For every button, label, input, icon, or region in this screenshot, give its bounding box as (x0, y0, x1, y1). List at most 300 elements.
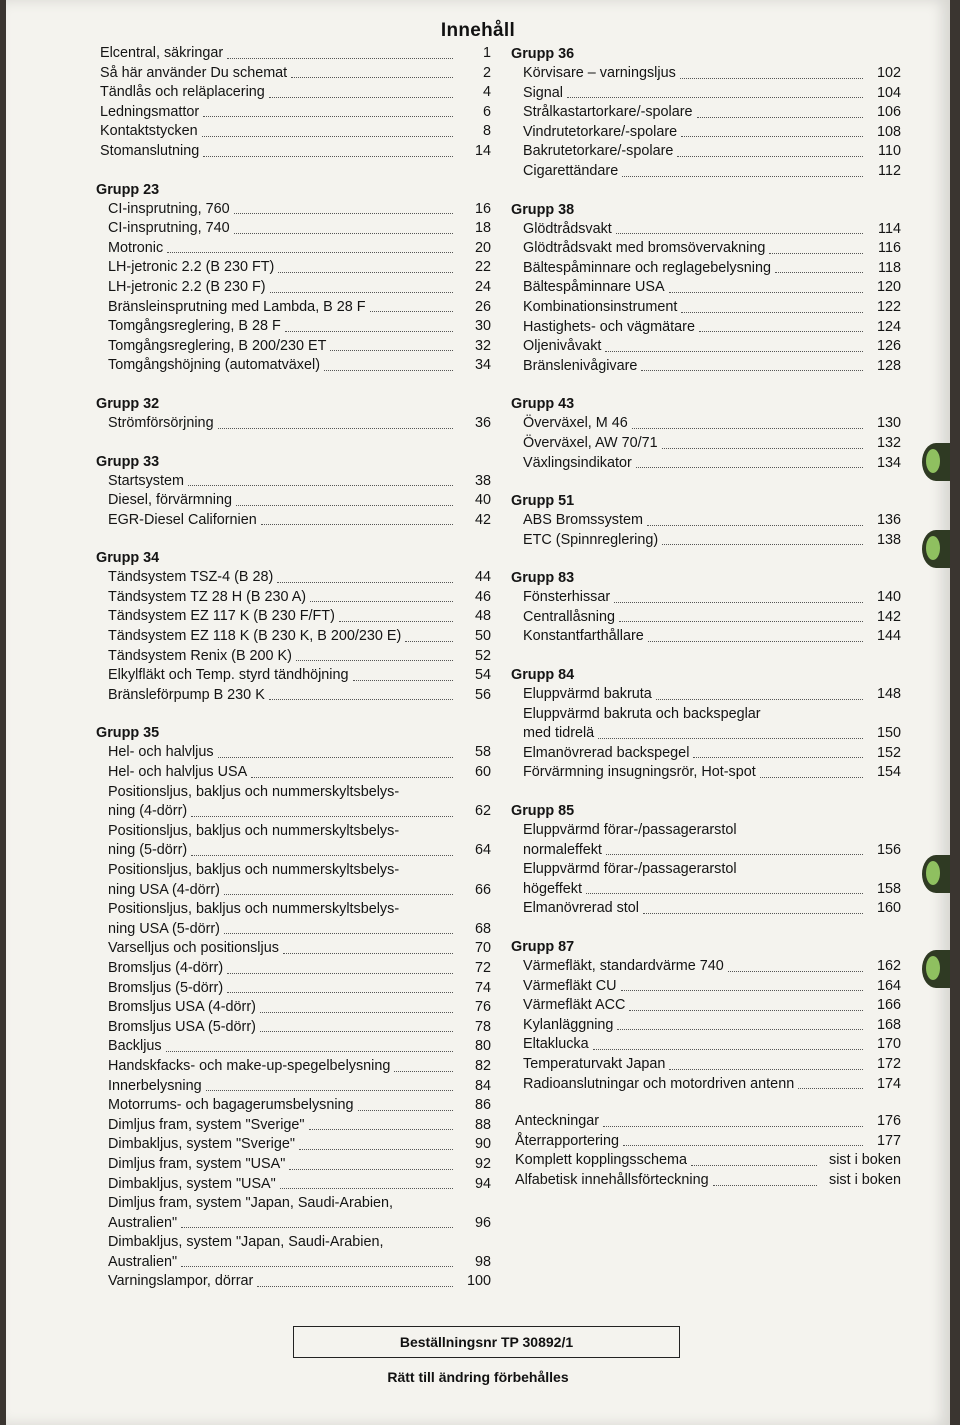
toc-entry-page: 8 (482, 123, 491, 140)
toc-entry (511, 608, 901, 628)
document-page (6, 0, 950, 1425)
toc-entry-title: Bakrutetorkare/-spolare (523, 143, 674, 160)
toc-entry-title: Värmefläkt, standardvärme 740 (523, 958, 724, 974)
toc-entry (511, 434, 901, 454)
footer-note: Rätt till ändring förbehålles (387, 1369, 569, 1385)
toc-entry-page: 148 (876, 686, 901, 703)
toc-entry-title: Komplett kopplingsschema (515, 1152, 687, 1169)
toc-entry-title: Vindrutetorkare/-spolare (523, 123, 678, 140)
toc-entry-title: EGR-Diesel Californien (108, 511, 257, 528)
toc-entry-title: Körvisare – varningsljus (523, 65, 676, 81)
toc-entry-title: Tändsystem TZ 28 H (B 230 A) (108, 588, 307, 605)
toc-entry (96, 588, 491, 608)
toc-entry-page: 140 (876, 589, 901, 606)
toc-entry-title: Dimljus fram, system "USA" (108, 1155, 286, 1172)
toc-entry-page: 168 (876, 1016, 901, 1033)
toc-entry-page: 152 (876, 744, 901, 761)
toc-entry (511, 64, 901, 84)
toc-entry-title: Strömförsörjning (108, 414, 214, 431)
toc-entry (511, 318, 901, 338)
toc-entry-title: Bromsljus (4-dörr) (108, 959, 224, 976)
toc-entry-title: Tomgångsreglering, B 200/230 ET (108, 337, 327, 354)
dot-leader (202, 136, 453, 137)
toc-entry-page: 14 (474, 142, 491, 159)
toc-entry-page: 82 (474, 1057, 491, 1074)
toc-entry-title: Växlingsindikator (523, 454, 632, 471)
toc-entry-page: 88 (474, 1116, 491, 1133)
dot-leader (309, 1129, 453, 1130)
dot-leader (621, 990, 863, 991)
toc-entry-title: Bränslenivågivare (523, 357, 638, 374)
toc-entry-page: 158 (876, 880, 901, 897)
dot-leader (632, 428, 863, 429)
toc-entry-page: 56 (474, 686, 491, 703)
toc-entry-page: 38 (474, 472, 491, 489)
toc-entry-page: 4 (482, 84, 491, 101)
toc-entry-page: 130 (876, 415, 901, 432)
toc-entry (96, 1116, 491, 1136)
dot-leader (662, 544, 863, 545)
toc-group (96, 180, 491, 376)
toc-group (511, 491, 901, 550)
group-heading: Grupp 51 (511, 493, 575, 510)
toc-group (511, 568, 901, 647)
toc-entry-page: 58 (474, 744, 491, 761)
toc-entry (96, 200, 491, 220)
toc-entry (96, 64, 491, 84)
toc-entry-page: 104 (876, 84, 901, 101)
toc-entry (96, 666, 491, 686)
toc-entry-page: 44 (474, 569, 491, 586)
toc-entry-page: 64 (474, 842, 491, 859)
toc-left-groups (96, 180, 491, 1293)
toc-entry-title: Fönsterhissar (523, 589, 611, 606)
toc-entry (96, 802, 491, 822)
dot-leader (181, 1266, 453, 1267)
toc-entry-page: 46 (474, 588, 491, 605)
toc-entry-page: 18 (474, 220, 491, 237)
group-heading: Grupp 85 (511, 803, 575, 820)
toc-entry (96, 1057, 491, 1077)
dot-leader (188, 485, 453, 486)
toc-group (511, 44, 901, 182)
toc-entry (511, 724, 901, 744)
toc-entry-page: 120 (876, 279, 901, 296)
toc-entry (511, 899, 901, 919)
toc-entry (96, 239, 491, 259)
toc-entry-title: Eltaklucka (523, 1036, 589, 1053)
toc-entry (96, 998, 491, 1018)
toc-entry-page: 100 (466, 1273, 491, 1290)
dot-leader (669, 1069, 863, 1070)
toc-entry (511, 1075, 901, 1095)
dot-leader (270, 292, 453, 293)
dot-leader (760, 777, 863, 778)
dot-leader (680, 78, 863, 79)
toc-group (96, 452, 491, 531)
toc-entry (511, 259, 901, 279)
toc-entry-page: 166 (876, 997, 901, 1014)
dot-leader (203, 156, 453, 157)
toc-entry-page: 122 (876, 298, 901, 315)
toc-entry (511, 123, 901, 143)
toc-entry-page: 32 (474, 337, 491, 354)
group-heading: Grupp 33 (96, 453, 160, 470)
toc-entry-title: Bromsljus (5-dörr) (108, 979, 224, 996)
dot-leader (289, 1169, 453, 1170)
toc-entry-title: Alfabetisk innehållsförteckning (515, 1171, 709, 1188)
toc-entry-page: 54 (474, 667, 491, 684)
toc-entry-page: 76 (474, 999, 491, 1016)
group-heading: Grupp 84 (511, 667, 575, 684)
toc-entry-title: ning USA (4-dörr) (108, 881, 220, 898)
dot-leader (603, 1126, 863, 1127)
group-heading: Grupp 87 (511, 939, 575, 955)
toc-entry-title: Hel- och halvljus USA (108, 764, 248, 781)
toc-entry-page: 68 (474, 920, 491, 937)
dot-leader (191, 816, 453, 817)
toc-entry-title: Bromsljus USA (4-dörr) (108, 999, 256, 1016)
toc-entry-title: Temperaturvakt Japan (523, 1055, 666, 1072)
group-heading: Grupp 38 (511, 201, 575, 218)
dot-leader (203, 116, 453, 117)
toc-entry (96, 414, 491, 434)
dot-leader (691, 1165, 817, 1166)
toc-entry-page: 172 (876, 1055, 901, 1072)
toc-entry (96, 317, 491, 337)
toc-entry (96, 686, 491, 706)
dot-leader (699, 331, 863, 332)
toc-entry-page: 116 (878, 240, 901, 257)
toc-entry-title: Glödtrådsvakt med bromsövervakning (523, 240, 766, 257)
toc-entry-title: Överväxel, AW 70/71 (523, 434, 658, 451)
toc-entry (96, 142, 491, 162)
toc-entry (511, 298, 901, 318)
dot-leader (324, 370, 453, 371)
dot-leader (166, 1051, 453, 1052)
toc-entry (511, 531, 901, 551)
toc-entry-title: Hel- och halvljus (108, 744, 214, 761)
toc-appendix-group (511, 1112, 901, 1190)
toc-right-groups (511, 44, 901, 1094)
toc-entry (96, 1272, 491, 1292)
toc-entry (96, 44, 491, 64)
toc-entry-title: LH-jetronic 2.2 (B 230 F) (108, 278, 266, 295)
toc-entry-continued: Eluppvärmd förar-/passagerarstol (523, 822, 737, 839)
toc-entry-page: 26 (474, 298, 491, 315)
toc-entry-title: Dimbakljus, system "USA" (108, 1175, 276, 1192)
toc-entry-page: 74 (474, 979, 491, 996)
dot-leader (257, 1286, 453, 1287)
toc-entry (96, 1155, 491, 1175)
dot-leader (616, 233, 863, 234)
toc-entry-page: 86 (474, 1097, 491, 1114)
dot-leader (218, 757, 453, 758)
toc-entry (96, 881, 491, 901)
dot-leader (617, 1029, 863, 1030)
toc-entry-page: 150 (876, 725, 901, 742)
toc-entry-title: Dimljus fram, system "Sverige" (108, 1116, 305, 1133)
toc-entry-page: 108 (876, 123, 901, 140)
dot-leader (648, 641, 863, 642)
toc-entry-title: Innerbelysning (108, 1077, 202, 1094)
toc-entry (96, 1135, 491, 1155)
toc-entry-page: 42 (474, 511, 491, 528)
toc-entry-page: sist i boken (829, 1171, 901, 1188)
toc-entry-page: 102 (876, 65, 901, 81)
toc-group (511, 801, 901, 919)
dot-leader (643, 913, 863, 914)
toc-entry-page: 160 (876, 900, 901, 917)
toc-entry-continued: Dimbakljus, system "Japan, Saudi-Arabien, (108, 1234, 384, 1251)
dot-leader (677, 156, 863, 157)
group-heading: Grupp 32 (96, 395, 160, 412)
toc-entry-title: Konstantfarthållare (523, 628, 644, 645)
toc-entry-page: 136 (876, 512, 901, 529)
dot-leader (218, 428, 453, 429)
dot-leader (775, 272, 863, 273)
toc-entry-title: Varselljus och positionsljus (108, 940, 279, 957)
toc-entry-page: 40 (474, 492, 491, 509)
toc-entry (96, 83, 491, 103)
dot-leader (261, 524, 453, 525)
toc-entry-title: Backljus (108, 1038, 162, 1055)
toc-entry-title: Elmanövrerad backspegel (523, 744, 690, 761)
group-heading: Grupp 23 (96, 181, 160, 198)
toc-entry-page: 24 (474, 278, 491, 295)
toc-entry-page: 70 (474, 940, 491, 957)
toc-entry-page: 142 (876, 608, 901, 625)
toc-entry-page: 132 (876, 434, 901, 451)
toc-entry-page: 2 (482, 64, 491, 81)
toc-entry (96, 278, 491, 298)
dot-leader (296, 660, 453, 661)
dot-leader (234, 213, 453, 214)
toc-entry-title: ETC (Spinnreglering) (523, 531, 659, 548)
toc-entry-page: 156 (876, 841, 901, 858)
toc-entry-title: Hastighets- och vägmätare (523, 318, 695, 335)
dot-leader (598, 738, 863, 739)
toc-entry-page: 162 (876, 958, 901, 974)
toc-entry-page: 34 (474, 357, 491, 374)
toc-entry-page: 128 (876, 357, 901, 374)
toc-entry-title: Elmanövrerad stol (523, 900, 639, 917)
toc-entry-title: Glödtrådsvakt (523, 220, 612, 237)
toc-entry (96, 1214, 491, 1234)
binder-ring-icon (922, 950, 950, 988)
toc-entry (511, 162, 901, 182)
toc-entry-title: Tomgångshöjning (automatväxel) (108, 357, 320, 374)
dot-leader (798, 1088, 863, 1089)
toc-entry-continued: Dimljus fram, system "Japan, Saudi-Arabien, (108, 1195, 394, 1212)
group-heading: Grupp 83 (511, 570, 575, 587)
toc-entry-page: 16 (474, 200, 491, 217)
dot-leader (606, 854, 863, 855)
toc-entry (96, 298, 491, 318)
toc-entry-title: Bältespåminnare USA (523, 279, 665, 296)
toc-entry-title: CI-insprutning, 740 (108, 220, 230, 237)
dot-leader (656, 699, 863, 700)
toc-entry (96, 258, 491, 278)
toc-intro-group (96, 44, 491, 162)
toc-entry (511, 841, 901, 861)
toc-entry-continued: Positionsljus, bakljus och nummerskyltsbelys- (108, 783, 400, 800)
toc-entry-page: 94 (474, 1175, 491, 1192)
toc-entry-title: Elkylfläkt och Temp. styrd tändhöjning (108, 667, 349, 684)
toc-entry (511, 220, 901, 240)
toc-entry (96, 1018, 491, 1038)
dot-leader (593, 1049, 863, 1050)
toc-entry (511, 957, 901, 977)
toc-entry-title: Motronic (108, 239, 164, 256)
toc-entry (96, 627, 491, 647)
toc-entry-title: Förvärmning insugningsrör, Hot-spot (523, 764, 756, 781)
binder-ring-icon (922, 530, 950, 568)
toc-entry-page: 164 (876, 977, 901, 994)
dot-leader (224, 933, 453, 934)
toc-entry-continued: Eluppvärmd förar-/passagerarstol (523, 861, 737, 878)
toc-entry-title: CI-insprutning, 760 (108, 200, 230, 217)
toc-entry-title: Tomgångsreglering, B 28 F (108, 318, 281, 335)
toc-entry (96, 1077, 491, 1097)
toc-entry-title: Handskfacks- och make-up-spegelbelysning (108, 1057, 391, 1074)
toc-entry (96, 219, 491, 239)
toc-entry-page: 52 (474, 647, 491, 664)
toc-entry-title: Så här använder Du schemat (100, 64, 288, 81)
toc-entry-page: 1 (482, 45, 491, 61)
dot-leader (669, 292, 863, 293)
toc-entry-title: Återrapportering (515, 1132, 619, 1149)
toc-entry-title: Dimbakljus, system "Sverige" (108, 1136, 295, 1153)
group-heading: Grupp 43 (511, 396, 575, 413)
dot-leader (647, 525, 863, 526)
toc-entry-page: 84 (474, 1077, 491, 1094)
dot-leader (167, 252, 453, 253)
toc-entry-page: 174 (876, 1075, 901, 1092)
dot-leader (251, 777, 453, 778)
dot-leader (339, 621, 453, 622)
dot-leader (277, 582, 453, 583)
toc-entry (511, 763, 901, 783)
toc-entry-page: 78 (474, 1018, 491, 1035)
toc-entry-page: 80 (474, 1038, 491, 1055)
toc-entry-title: Överväxel, M 46 (523, 415, 628, 432)
toc-group (511, 200, 901, 377)
toc-entry-continued: Positionsljus, bakljus och nummerskyltsbelys- (108, 862, 400, 878)
toc-entry (511, 996, 901, 1016)
toc-entry-title: Tändsystem Renix (B 200 K) (108, 647, 292, 664)
toc-entry-page: 114 (878, 220, 901, 237)
toc-entry (96, 1253, 491, 1273)
dot-leader (227, 992, 453, 993)
toc-entry-title: Varningslampor, dörrar (108, 1273, 254, 1290)
toc-entry-page: 36 (474, 414, 491, 431)
dot-leader (224, 894, 453, 895)
toc-entry-page: 66 (474, 881, 491, 898)
toc-entry-page: 124 (876, 318, 901, 335)
toc-entry-title: ning (4-dörr) (108, 803, 188, 820)
dot-leader (769, 253, 863, 254)
toc-entry-title: ABS Bromssystem (523, 512, 643, 529)
toc-entry (511, 1171, 901, 1191)
toc-entry-page: 62 (474, 803, 491, 820)
toc-entry-page: 138 (876, 531, 901, 548)
toc-entry (511, 685, 901, 705)
toc-entry-title: Diesel, förvärmning (108, 492, 232, 509)
toc-entry-title: Startsystem (108, 472, 184, 489)
toc-entry-page: 110 (878, 143, 901, 160)
binder-ring-icon (922, 855, 950, 893)
dot-leader (227, 973, 453, 974)
toc-entry (96, 647, 491, 667)
toc-entry-title: Tändsystem TSZ-4 (B 28) (108, 569, 274, 586)
toc-entry-page: 144 (876, 628, 901, 645)
dot-leader (614, 602, 863, 603)
dot-leader (697, 117, 863, 118)
toc-entry-title: Tändlås och reläplacering (100, 84, 265, 101)
toc-entry (511, 84, 901, 104)
toc-entry (511, 278, 901, 298)
toc-entry (96, 472, 491, 492)
toc-entry (96, 959, 491, 979)
binder-ring-icon (922, 443, 950, 481)
dot-leader (636, 467, 863, 468)
dot-leader (693, 757, 863, 758)
toc-entry-title: Bältespåminnare och reglagebelysning (523, 259, 771, 276)
dot-leader (310, 601, 453, 602)
toc-entry (96, 841, 491, 861)
dot-leader (299, 1149, 453, 1150)
toc-entry-title: Australien" (108, 1253, 178, 1270)
toc-entry-title: Kontaktstycken (100, 123, 198, 140)
toc-entry-title: Centrallåsning (523, 608, 615, 625)
toc-group (511, 665, 901, 783)
dot-leader (623, 1145, 863, 1146)
group-heading: Grupp 35 (96, 725, 160, 742)
dot-leader (681, 312, 863, 313)
dot-leader (260, 1012, 453, 1013)
toc-entry-page: 20 (474, 239, 491, 256)
toc-entry-title: med tidrelä (523, 725, 595, 742)
toc-group (96, 548, 491, 705)
dot-leader (681, 136, 863, 137)
toc-entry-title: Bromsljus USA (5-dörr) (108, 1018, 256, 1035)
toc-entry-page: 154 (876, 764, 901, 781)
dot-leader (269, 97, 453, 98)
toc-entry-page: 118 (878, 259, 901, 276)
dot-leader (713, 1185, 817, 1186)
toc-entry (96, 337, 491, 357)
toc-entry-title: Bränsleinsprutning med Lambda, B 28 F (108, 298, 366, 315)
toc-entry (511, 977, 901, 997)
toc-entry-title: Motorrums- och bagagerumsbelysning (108, 1097, 354, 1114)
dot-leader (280, 1188, 453, 1189)
toc-entry (96, 568, 491, 588)
toc-entry (511, 1151, 901, 1171)
dot-leader (605, 351, 863, 352)
toc-group (511, 394, 901, 473)
toc-entry-title: Tändsystem EZ 118 K (B 230 K, B 200/230 E) (108, 628, 402, 645)
toc-entry-title: Oljenivåvakt (523, 338, 602, 355)
toc-entry-title: Värmefläkt CU (523, 977, 617, 994)
toc-entry (511, 511, 901, 531)
toc-entry (511, 239, 901, 259)
dot-leader (728, 971, 863, 972)
toc-entry-title: Bränsleförpump B 230 K (108, 686, 265, 703)
toc-entry-title: Cigarettändare (523, 162, 619, 179)
dot-leader (206, 1090, 453, 1091)
dot-leader (330, 350, 453, 351)
